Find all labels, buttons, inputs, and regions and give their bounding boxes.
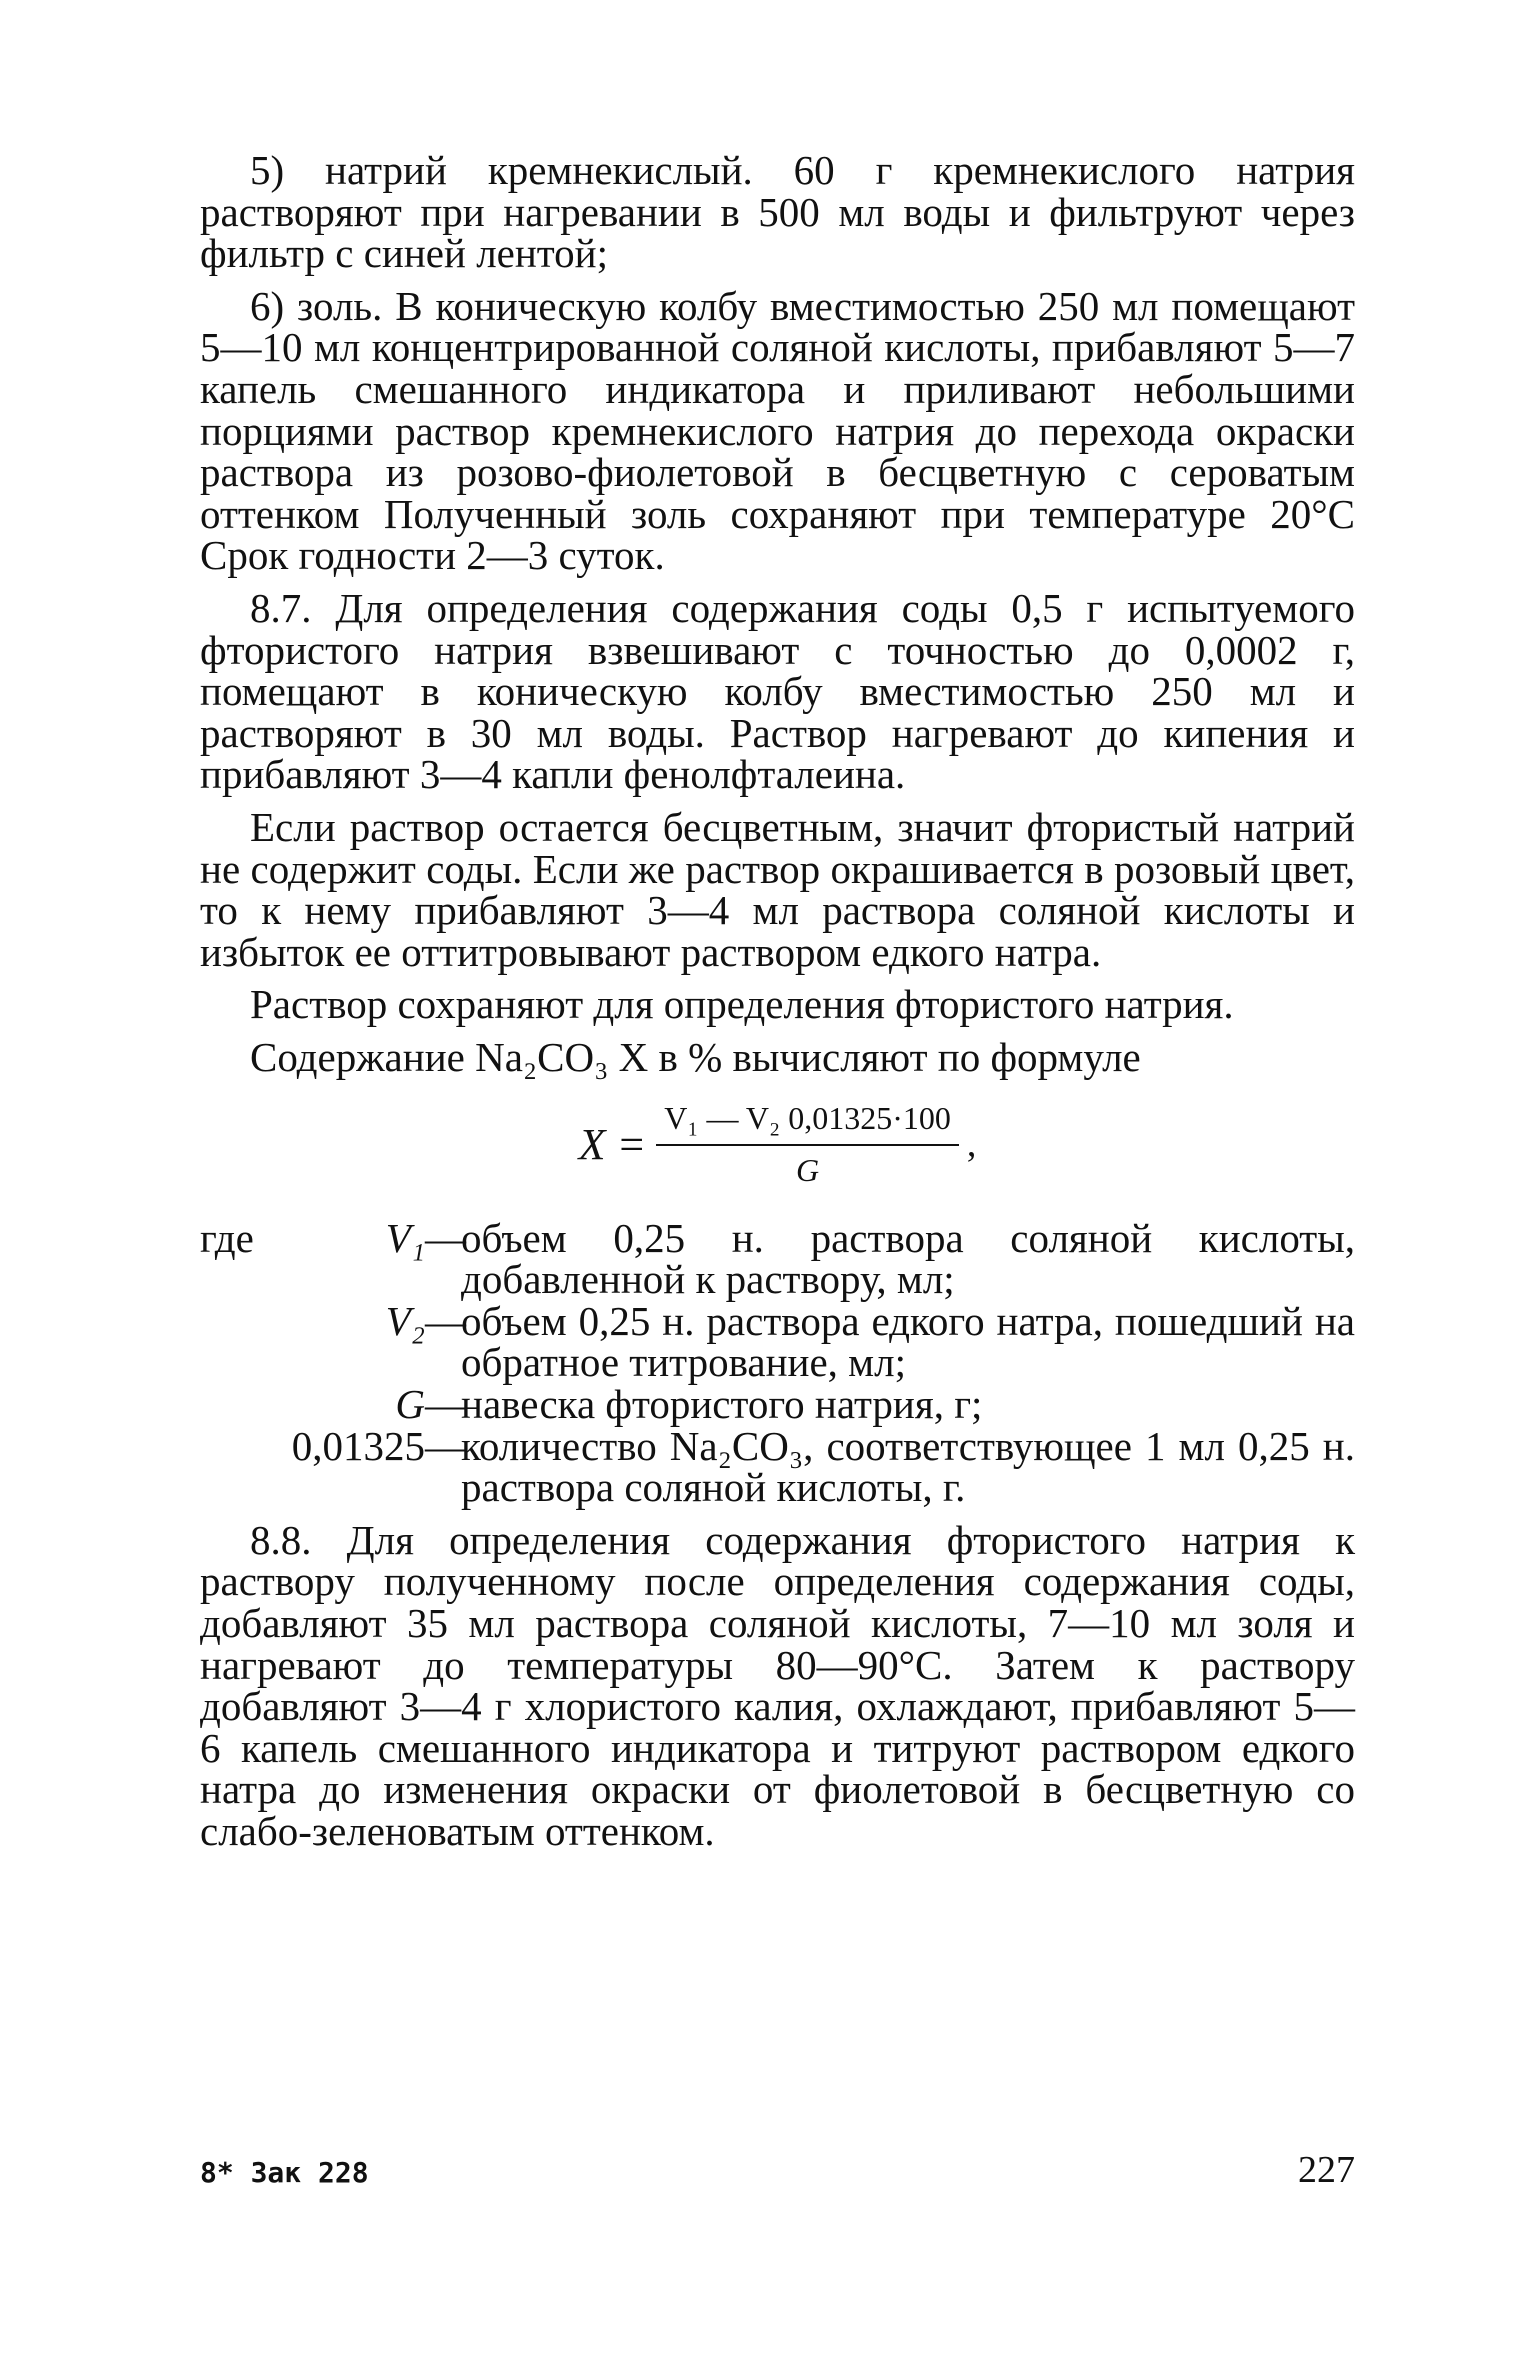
- paragraph-keep-solution: Раствор сохраняют для определения фтористого натрия.: [250, 981, 1234, 1028]
- legend-dash: —: [425, 1381, 466, 1428]
- legend-row-v2: [200, 1297, 1355, 1386]
- formula-trail: ,: [966, 1123, 977, 1166]
- formula-lhs: X =: [578, 1120, 647, 1170]
- legend-row-v1: [200, 1214, 1355, 1303]
- legend-row-coefficient: [200, 1422, 1355, 1511]
- legend-symbol: V₂: [385, 1297, 425, 1344]
- legend-description: объем 0,25 н. раствора едкого натра, пошедший на обратное титрование, мл;: [461, 1297, 1355, 1386]
- formula-fraction: [656, 1098, 959, 1191]
- formula-denominator: G: [795, 1152, 820, 1189]
- legend-symbol: V₁: [385, 1214, 425, 1261]
- legend-description: объем 0,25 н. раствора соляной кислоты, добавленной к раствору, мл;: [461, 1214, 1355, 1303]
- paragraph-sodium-silicate: 5) натрий кремнекислый. 60 г кремнекислого натрия растворяют при нагревании в 500 мл воды и фильтруют через фильтр с синей лентой;: [200, 147, 1355, 277]
- legend-dash: —: [425, 1214, 466, 1261]
- page-number: 227: [1298, 2149, 1355, 2191]
- legend-symbol: G: [395, 1381, 425, 1428]
- legend-description: навеска фтористого натрия, г;: [461, 1381, 983, 1428]
- paragraph-sol: 6) золь. В коническую колбу вместимостью 250 мл помещают 5—10 мл концентрированной соляной кислоты, прибавляют 5—7 капель смешанного индикатора и приливают небольшими порциями раствор кремнекислого натрия до перехода окраски раствора из розово-фиолетовой в бесцветную с сероватым оттенком Полученный золь сохраняют при температуре 20°С Срок годности 2—3 суток.: [200, 282, 1355, 579]
- formula-legend: [200, 1214, 1355, 1511]
- legend-description: количество Na₂CO₃, соответствующее 1 мл 0,25 н. раствора соляной кислоты, г.: [461, 1422, 1355, 1511]
- legend-dash: —: [425, 1422, 466, 1469]
- legend-symbol: 0,01325: [291, 1422, 425, 1469]
- formula-numerator: V₁ — V₂ 0,01325·100: [656, 1098, 959, 1146]
- legend-lead: где: [200, 1214, 254, 1261]
- text-body: [200, 147, 1355, 1864]
- page-footer: [200, 2148, 1355, 2192]
- legend-row-g: [200, 1381, 1355, 1428]
- legend-dash: —: [425, 1297, 466, 1344]
- paragraph-8-8: 8.8. Для определения содержания фтористого натрия к раствору полученному после определения содержания соды, добавляют 35 мл раствора соляной кислоты, 7—10 мл золя и нагревают до температуры 80—90°С. Затем к раствору добавляют 3—4 г хлористого калия, охлаждают, прибавляют 5—6 капель смешанного индикатора и титруют раствором едкого натра до изменения окраски от фиолетовой в бесцветную со слабо-зеленоватым оттенком.: [200, 1516, 1355, 1854]
- formula-intro: Содержание Na₂CO₃ X в % вычисляют по формуле: [250, 1033, 1141, 1080]
- paragraph-colorless: Если раствор остается бесцветным, значит фтористый натрий не содержит соды. Если же раствор окрашивается в розовый цвет, то к нему прибавляют 3—4 мл раствора соляной кислоты и избыток ее оттитровывают раствором едкого натра.: [200, 803, 1355, 975]
- printer-signature: 8* Зак 228: [200, 2156, 369, 2189]
- paragraph-8-7: 8.7. Для определения содержания соды 0,5 г испытуемого фтористого натрия взвешивают с точностью до 0,0002 г, помещают в коническую колбу вместимостью 250 мл и растворяют в 30 мл воды. Раствор нагревают до кипения и прибавляют 3—4 капли фенолфталеина.: [200, 584, 1355, 798]
- formula: [200, 1098, 1355, 1191]
